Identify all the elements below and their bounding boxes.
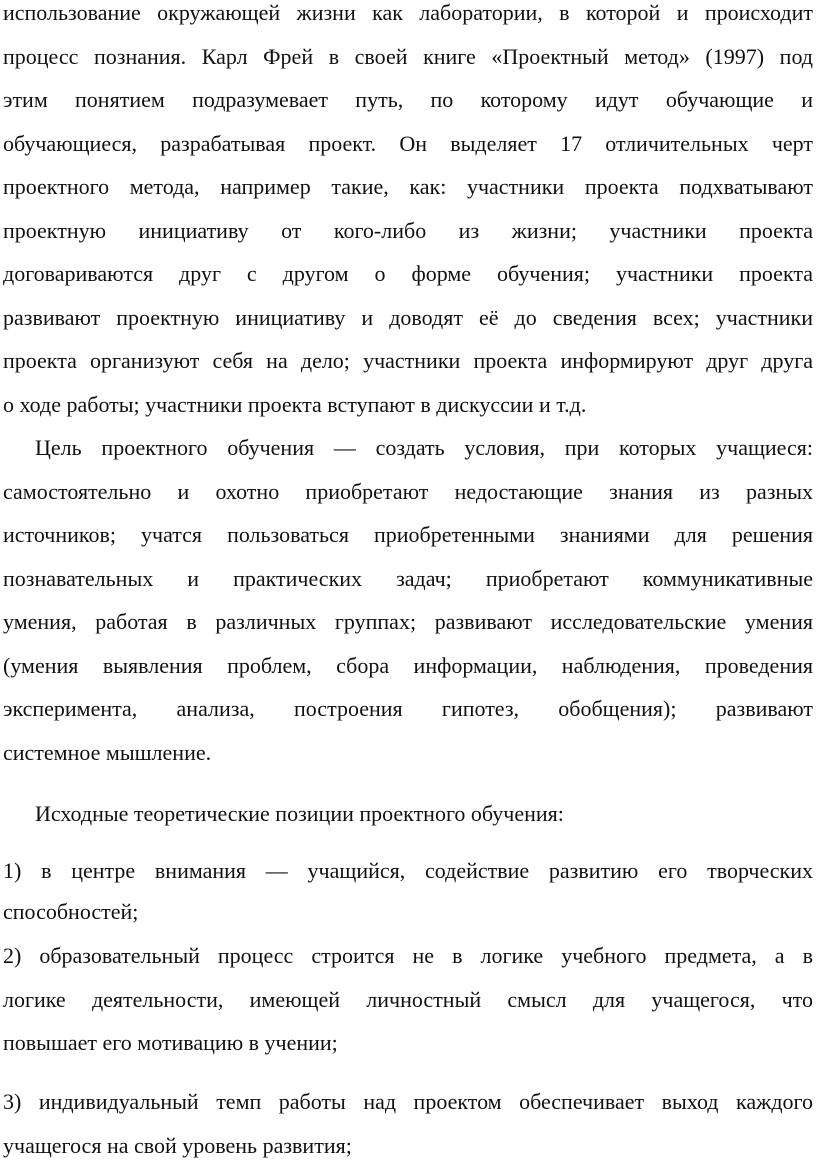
text-line: проекта организуют себя на дело; участники проекта информируют друг друга xyxy=(3,348,813,373)
text-line: самостоятельно и охотно приобретают недостающие знания из разных xyxy=(3,479,813,504)
text-line: процесс познания. Карл Фрей в своей книге «Проектный метод» (1997) под xyxy=(3,44,813,69)
text-line: развивают проектную инициативу и доводят её до сведения всех; участники xyxy=(3,305,813,330)
text-line: договариваются друг с другом о форме обучения; участники проекта xyxy=(3,261,813,286)
text-line: 2) образовательный процесс строится не в логике учебного предмета, а в xyxy=(3,943,813,968)
text-line: логике деятельности, имеющей личностный смысл для учащегося, что xyxy=(3,987,813,1012)
section-heading: Исходные теоретические позиции проектного обучения: xyxy=(35,801,564,826)
text-line: умения, работая в различных группах; развивают исследовательские умения xyxy=(3,609,813,634)
text-line: способностей; xyxy=(3,899,139,924)
text-line: использование окружающей жизни как лаборатории, в которой и происходит xyxy=(3,0,813,25)
text-line: (умения выявления проблем, сбора информации, наблюдения, проведения xyxy=(3,653,813,678)
text-line: 1) в центре внимания — учащийся, содействие развитию его творческих xyxy=(3,858,813,883)
text-line: познавательных и практических задач; приобретают коммуникативные xyxy=(3,566,813,591)
text-line: источников; учатся пользоваться приобретенными знаниями для решения xyxy=(3,522,813,547)
text-line: о ходе работы; участники проекта вступают в дискуссии и т.д. xyxy=(3,392,587,417)
text-line: Цель проектного обучения — создать условия, при которых учащиеся: xyxy=(35,435,813,460)
text-line: учащегося на свой уровень развития; xyxy=(3,1133,352,1158)
text-line: проектную инициативу от кого-либо из жизни; участники проекта xyxy=(3,218,813,243)
text-line: эксперимента, анализа, построения гипотез, обобщения); развивают xyxy=(3,696,813,721)
text-line: повышает его мотивацию в учении; xyxy=(3,1030,338,1055)
text-line: 3) индивидуальный темп работы над проектом обеспечивает выход каждого xyxy=(3,1089,813,1114)
text-line: проектного метода, например такие, как: участники проекта подхватывают xyxy=(3,174,813,199)
text-line: системное мышление. xyxy=(3,740,212,765)
text-line: обучающиеся, разрабатывая проект. Он выделяет 17 отличительных черт xyxy=(3,131,813,156)
text-line: этим понятием подразумевает путь, по которому идут обучающие и xyxy=(3,87,813,112)
